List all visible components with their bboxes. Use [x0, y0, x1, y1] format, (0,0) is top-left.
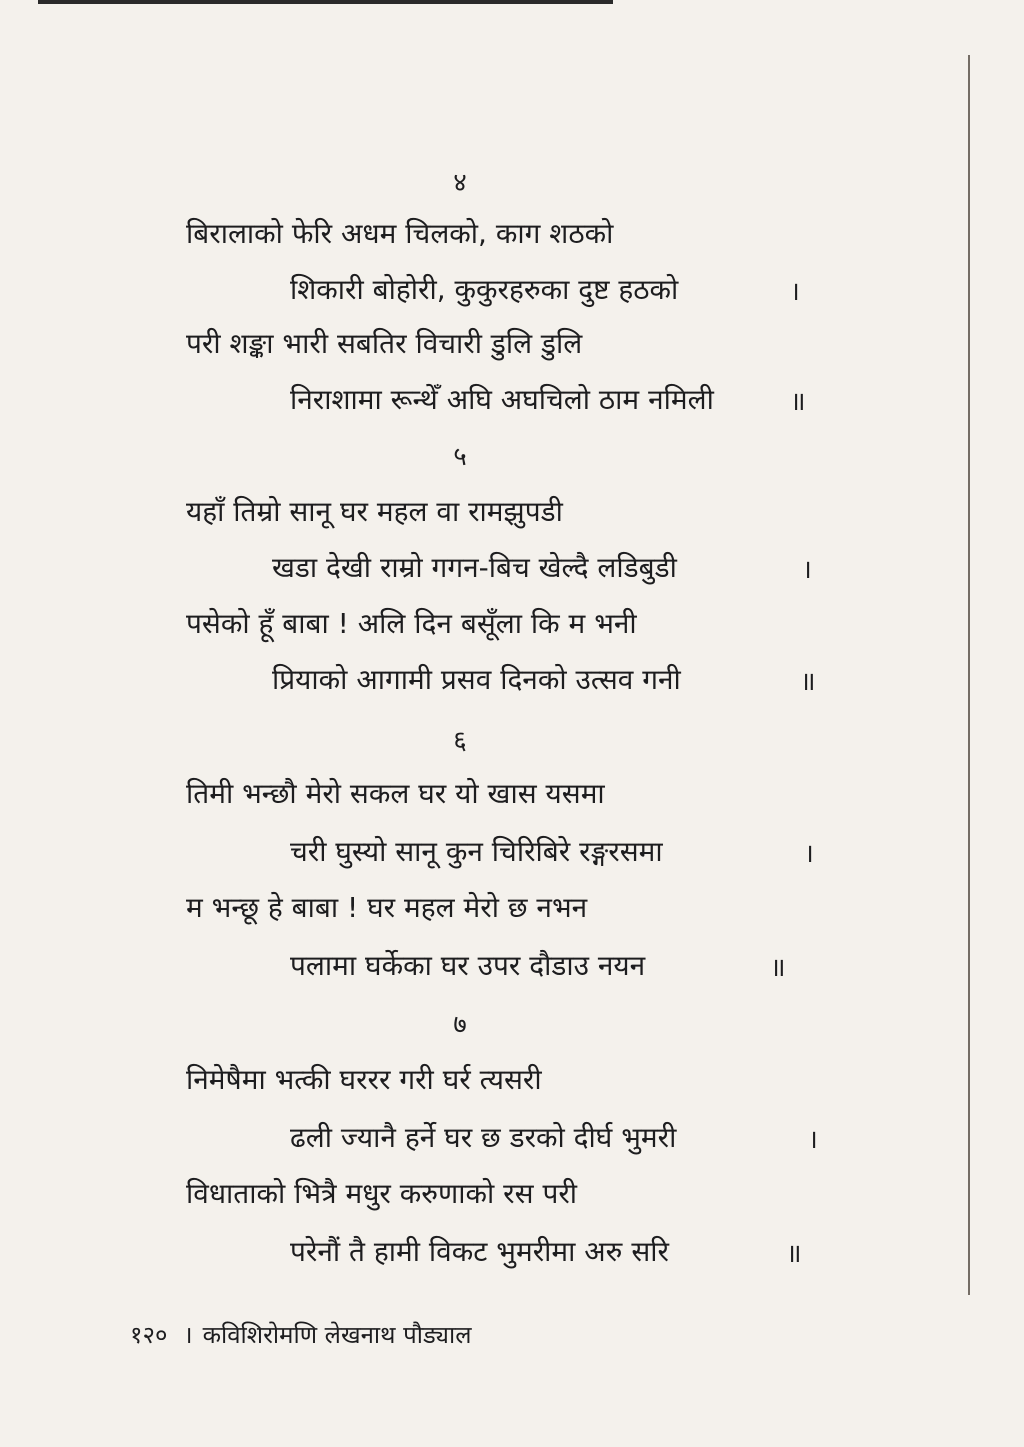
stanza-number: ४	[453, 168, 467, 198]
stanza-number: ६	[453, 726, 467, 756]
verse-line: पसेको हूँ बाबा ! अलि दिन बसूँला कि म भनी	[186, 607, 637, 640]
danda-mark: ।	[802, 555, 812, 585]
verse-line: पलामा घर्केका घर उपर दौडाउ नयन	[290, 949, 646, 982]
verse-line: निमेषैमा भत्की घररर गरी घर्र त्यसरी	[186, 1063, 542, 1096]
page-number: १२०	[130, 1321, 168, 1349]
book-title: कविशिरोमणि लेखनाथ पौड्याल	[202, 1321, 472, 1349]
verse-line: तिमी भन्छौ मेरो सकल घर यो खास यसमा	[186, 777, 605, 810]
verse-line: परेनौं तै हामी विकट भुमरीमा अरु सरि	[290, 1235, 669, 1268]
verse-line: खडा देखी राम्रो गगन-बिच खेल्दै लडिबुडी	[272, 551, 677, 584]
verse-line: परी शङ्का भारी सबतिर विचारी डुलि डुलि	[186, 327, 583, 360]
footer-separator: ।	[183, 1321, 193, 1349]
verse-line: शिकारी बोहोरी, कुकुरहरुका दुष्ट हठको	[290, 273, 679, 306]
danda-mark: ।	[804, 839, 814, 869]
verse-line: विधाताको भित्रै मधुर करुणाको रस परी	[186, 1177, 578, 1210]
danda-mark: ।	[790, 277, 800, 307]
verse-line: बिरालाको फेरि अधम चिलको, काग शठको	[186, 217, 614, 250]
verse-line: निराशामा रून्थेँ अघि अघचिलो ठाम नमिली	[290, 383, 714, 416]
verse-line: प्रियाको आगामी प्रसव दिनको उत्सव गनी	[272, 663, 681, 696]
double-danda-mark: ॥	[786, 1239, 802, 1269]
stanza-number: ७	[453, 1010, 467, 1040]
double-danda-mark: ॥	[770, 953, 786, 983]
page-footer	[130, 1320, 472, 1350]
double-danda-mark: ॥	[800, 667, 816, 697]
stanza-number: ५	[453, 442, 467, 472]
danda-mark: ।	[808, 1125, 818, 1155]
verse-line: ढली ज्यानै हर्ने घर छ डरको दीर्घ भुमरी	[290, 1121, 677, 1154]
verse-line: म भन्छू हे बाबा ! घर महल मेरो छ नभन	[186, 891, 588, 924]
verse-line: चरी घुस्यो सानू कुन चिरिबिरे रङ्गरसमा	[290, 835, 663, 868]
double-danda-mark: ॥	[790, 387, 806, 417]
verse-line: यहाँ तिम्रो सानू घर महल वा रामझुपडी	[186, 495, 563, 528]
